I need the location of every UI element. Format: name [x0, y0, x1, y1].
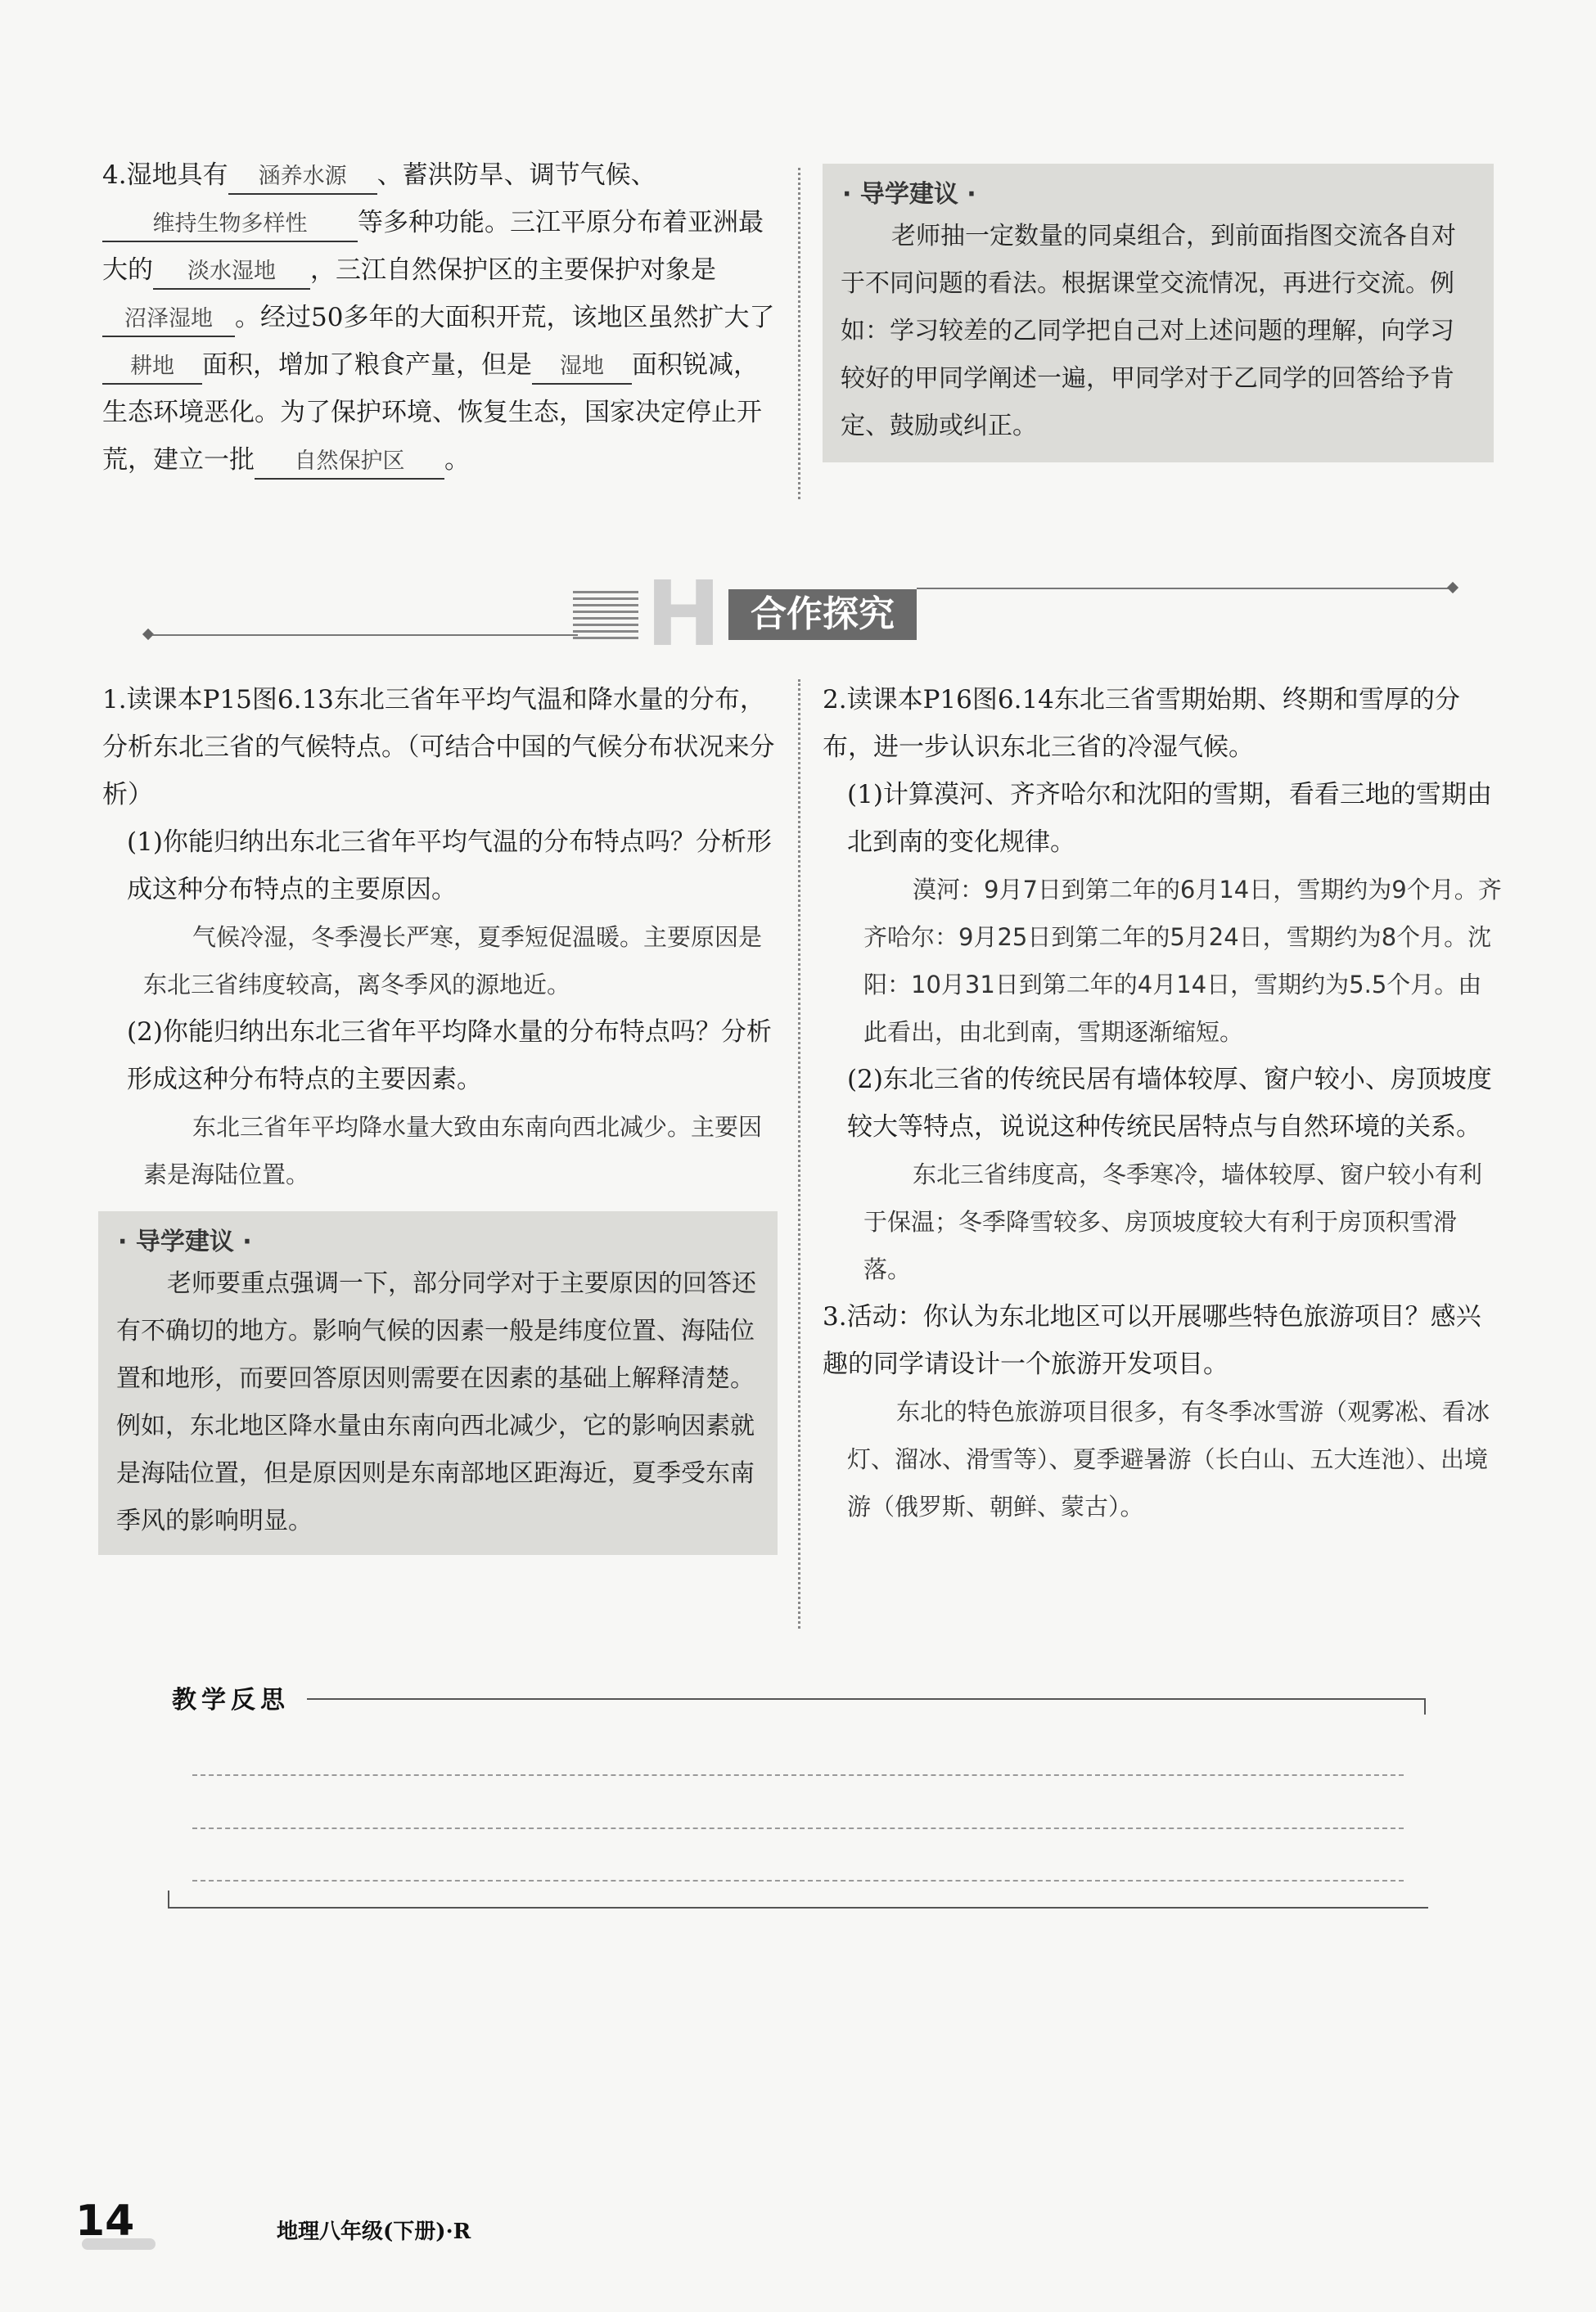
- answer-blank: 淡水湿地: [153, 255, 310, 290]
- q4-text: 、蓄洪防旱、调节气候、: [376, 160, 656, 190]
- q4-text: 面积，增加了粮食产量，但是: [202, 350, 532, 380]
- q4-text: 面积锐减，生态环境恶化。为了保护环境、恢复生态，国家决定停止开荒，建立一批: [102, 350, 762, 475]
- answer-blank: 沼泽湿地: [102, 303, 235, 337]
- column-divider: [798, 168, 800, 499]
- answer-blank: 湿地: [532, 350, 632, 385]
- reflection-rule: [168, 1891, 169, 1907]
- answer-3: 东北的特色旅游项目很多，有冬季冰雪游（观雾凇、看冰灯、溜冰、滑雪等）、夏季避暑游（长白山、五大连池）、出境游（俄罗斯、朝鲜、蒙古）。: [847, 1398, 1490, 1521]
- guidance-title: · 导学建议 ·: [842, 180, 976, 209]
- answer-1-1: 气候冷湿，冬季漫长严寒，夏季短促温暖。主要原因是东北三省纬度较高，离冬季风的源地近。: [143, 923, 763, 998]
- answer-blank: 维持生物多样性: [102, 208, 358, 242]
- question-1-2: (2)你能归纳出东北三省年平均降水量的分布特点吗？分析形成这种分布特点的主要因素。: [127, 1017, 772, 1094]
- writing-line[interactable]: [192, 1880, 1404, 1882]
- writing-line[interactable]: [192, 1828, 1404, 1829]
- guidance-title: · 导学建议 ·: [118, 1228, 252, 1256]
- question-2-1: (1)计算漠河、齐齐哈尔和沈阳的雪期，看看三地的雪期由北到南的变化规律。: [847, 780, 1492, 857]
- right-column: [823, 676, 1502, 1530]
- question-2-2: (2)东北三省的传统民居有墙体较厚、窗户较小、房顶坡度较大等特点，说说这种传统民居特点与自然环境的关系。: [847, 1065, 1492, 1142]
- guidance-body: 老师抽一定数量的同桌组合，到前面指图交流各自对于不同问题的看法。根据课堂交流情况，再进行交流。例如：学习较差的乙同学把自己对上述问题的理解，向学习较好的甲同学阐述一遍，甲同学对于乙同学的回答给予肯定、鼓励或纠正。: [841, 222, 1456, 440]
- page-number: 14: [75, 2197, 135, 2246]
- left-column: [102, 676, 782, 1198]
- q4-text: ，三江自然保护区的主要保护对象是: [310, 255, 716, 285]
- column-divider: [798, 679, 800, 1629]
- header-rule: [917, 588, 1449, 589]
- header-rule: [152, 634, 578, 636]
- q4-text: 4.湿地具有: [102, 160, 228, 190]
- section-letter: H: [645, 561, 722, 666]
- question-4: [102, 151, 782, 484]
- reflection-rule: [168, 1907, 1428, 1909]
- reflection-rule: [307, 1698, 1424, 1700]
- book-title: 地理八年级(下册)·R: [277, 2220, 471, 2244]
- answer-2-2: 东北三省纬度高，冬季寒冷，墙体较厚、窗户较小有利于保温；冬季降雪较多、房顶坡度较大有利于房顶积雪滑落。: [863, 1161, 1483, 1283]
- answer-2-1: 漠河：9月7日到第二年的6月14日，雪期约为9个月。齐齐哈尔：9月25日到第二年的5月24日，雪期约为8个月。沈阳：10月31日到第二年的4月14日，雪期约为5.5个月。由此看出，由北到南，雪期逐渐缩短。: [863, 876, 1502, 1046]
- q4-text: 。: [444, 445, 470, 475]
- question-3: 3.活动：你认为东北地区可以开展哪些特色旅游项目？感兴趣的同学请设计一个旅游开发项目。: [823, 1302, 1481, 1379]
- answer-1-2: 东北三省年平均降水量大致由东南向西北减少。主要因素是海陆位置。: [143, 1113, 763, 1188]
- question-1-1: (1)你能归纳出东北三省年平均气温的分布特点吗？分析形成这种分布特点的主要原因。: [127, 827, 772, 904]
- writing-line[interactable]: [192, 1774, 1404, 1776]
- question-2: 2.读课本P16图6.14东北三省雪期始期、终期和雪厚的分布，进一步认识东北三省的冷湿气候。: [823, 685, 1460, 762]
- reflection-title: 教学反思: [172, 1686, 290, 1715]
- reflection-rule: [1424, 1698, 1426, 1715]
- header-stripes: [573, 591, 638, 640]
- question-1: 1.读课本P15图6.13东北三省年平均气温和降水量的分布，分析东北三省的气候特点。（可结合中国的气候分布状况来分析）: [102, 685, 775, 809]
- q4-text: 。经过50多年的大面积开荒，该地区虽然扩大了: [235, 303, 775, 332]
- diamond-icon: [1447, 582, 1458, 593]
- section-title: 合作探究: [728, 589, 917, 640]
- guidance-body: 老师要重点强调一下，部分同学对于主要原因的回答还有不确切的地方。影响气候的因素一般是纬度位置、海陆位置和地形，而要回答原因则需要在因素的基础上解释清楚。例如，东北地区降水量由东南向西北减少，它的影响因素就是海陆位置，但是原因则是东南部地区距海近，夏季受东南季风的影响明显。: [116, 1269, 756, 1535]
- guidance-box: [823, 164, 1494, 462]
- q4-text: 等多种功能。三江平原分布着亚洲最大的: [102, 208, 764, 285]
- answer-blank: 涵养水源: [228, 160, 377, 195]
- answer-blank: 耕地: [102, 350, 202, 385]
- answer-blank: 自然保护区: [255, 445, 444, 480]
- section-header: [139, 561, 1465, 666]
- guidance-box: [98, 1211, 778, 1555]
